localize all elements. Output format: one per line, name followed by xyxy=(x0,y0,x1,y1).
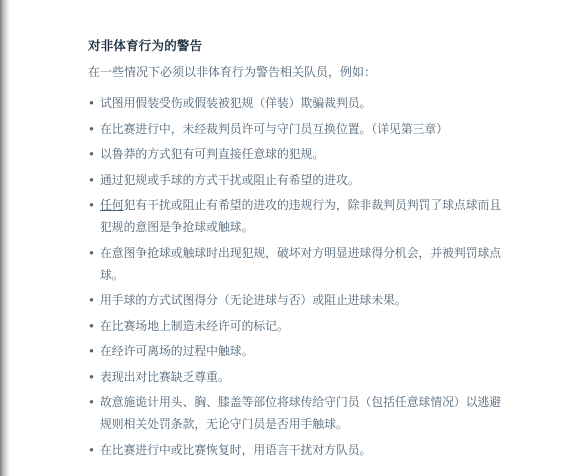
list-item xyxy=(88,143,528,165)
intro-paragraph: 在一些情况下必须以非体育行为警告相关队员，例如： xyxy=(88,65,377,79)
list-item-text xyxy=(100,169,508,191)
page-edge-shadow xyxy=(0,0,10,476)
list-item-body: 通过犯规或手球的方式干扰或阻止有希望的进攻。 xyxy=(100,172,360,187)
list-item-text xyxy=(100,340,508,362)
bullet-icon: • xyxy=(88,442,95,457)
list-item xyxy=(88,242,528,286)
list-item xyxy=(88,391,528,435)
list-item-text xyxy=(100,289,508,311)
list-item-body: 用手球的方式试图得分（无论进球与否）或阻止进球未果。 xyxy=(100,293,407,307)
list-item-body: 试图用假装受伤或假装被犯规（佯装）欺骗裁判员。 xyxy=(100,96,372,110)
bullet-icon: • xyxy=(88,147,95,161)
list-item-text xyxy=(100,242,508,286)
list-item-body: 以鲁莽的方式犯有可判直接任意球的犯规。 xyxy=(100,147,325,161)
list-item-text xyxy=(100,315,508,337)
list-item-body: 在经许可离场的过程中触球。 xyxy=(100,344,254,358)
list-item xyxy=(88,118,528,140)
bullet-icon: • xyxy=(88,369,95,384)
list-item-text xyxy=(100,92,508,114)
list-item-text xyxy=(100,439,508,461)
bullet-icon: • xyxy=(88,293,95,307)
bullet-icon: • xyxy=(88,344,95,358)
bullet-icon: • xyxy=(88,121,95,136)
list-item xyxy=(88,169,528,191)
document-page xyxy=(88,38,528,464)
list-item-body: 在比赛场地上制造未经许可的标记。 xyxy=(100,318,289,333)
bullet-icon: • xyxy=(88,172,95,187)
list-item-text xyxy=(100,391,508,435)
list-item-text xyxy=(100,143,508,165)
bullet-icon: • xyxy=(88,245,95,260)
emphasized-word: 任何 xyxy=(100,198,124,212)
bullet-icon: • xyxy=(88,198,95,212)
list-item-body: 犯有干扰或阻止有希望的进攻的违规行为，除非裁判员判罚了球点球而且犯规的意图是争抢球或触球。 xyxy=(100,198,502,234)
list-item xyxy=(88,439,528,461)
list-item xyxy=(88,366,528,388)
list-item-text xyxy=(100,366,508,388)
list-item-body: 在比赛进行中，未经裁判员许可与守门员互换位置。（详见第三章） xyxy=(100,121,449,136)
list-item xyxy=(88,92,528,114)
section-heading: 对非体育行为的警告 xyxy=(88,38,203,53)
list-item-body: 在比赛进行中或比赛恢复时，用语言干扰对方队员。 xyxy=(100,442,372,457)
bullet-icon: • xyxy=(88,395,95,409)
bullet-icon: • xyxy=(88,318,95,333)
list-item-text xyxy=(100,118,508,140)
offence-list xyxy=(88,92,528,461)
list-item xyxy=(88,315,528,337)
list-item-text xyxy=(100,194,508,238)
bullet-icon: • xyxy=(88,96,95,110)
list-item-body: 表现出对比赛缺乏尊重。 xyxy=(100,369,230,384)
list-item xyxy=(88,340,528,362)
list-item xyxy=(88,194,528,238)
list-item-body: 在意图争抢球或触球时出现犯规，破坏对方明显进球得分机会，并被判罚球点球。 xyxy=(100,245,502,282)
list-item-body: 故意施诡计用头、胸、膝盖等部位将球传给守门员（包括任意球情况）以逃避规则相关处罚条款，无论守门员是否用手触球。 xyxy=(100,395,502,431)
list-item xyxy=(88,289,528,311)
